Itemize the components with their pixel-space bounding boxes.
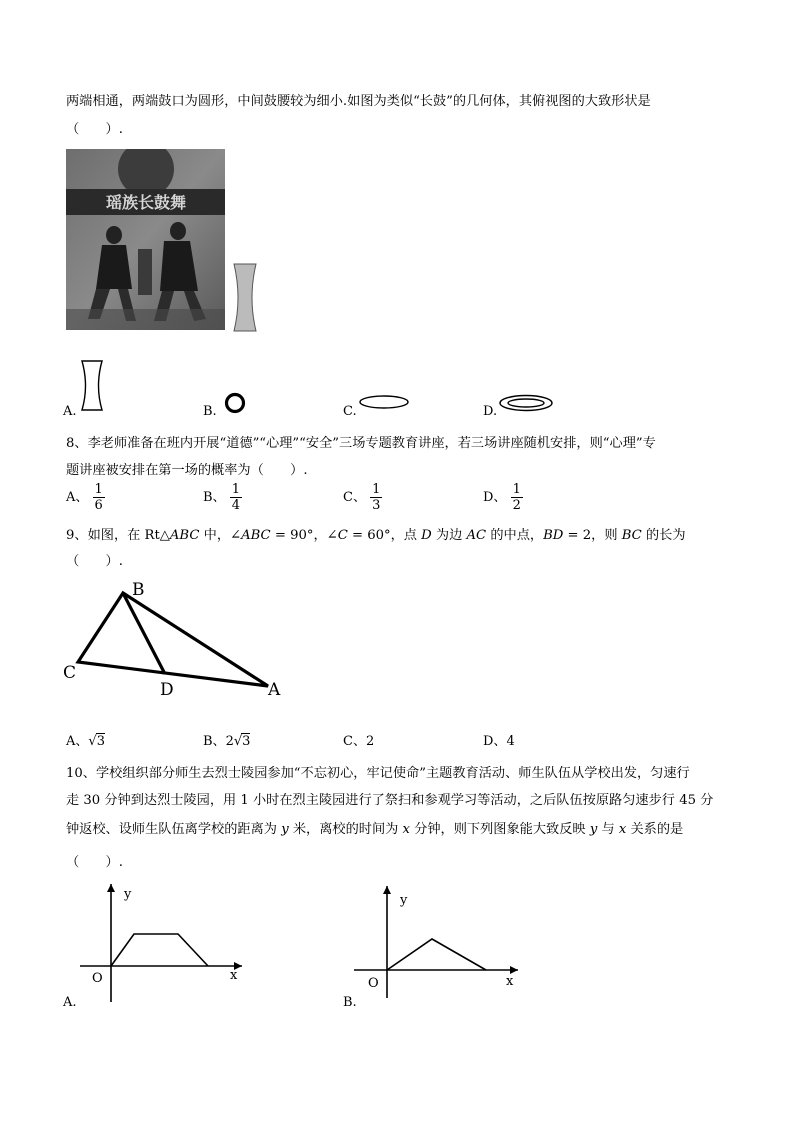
graph-b-x-label: x — [506, 974, 514, 989]
q7-option-a-shape — [80, 360, 104, 412]
q7-option-b-shape — [222, 392, 248, 416]
q8-text-line1: 8、李老师准备在班内开展“道德”“心理”“安全”三场专题教育讲座，若三场讲座随机安排，则“心理”专 — [66, 436, 656, 451]
q7-option-d-label: D. — [483, 404, 498, 419]
q10-text-line3: 钟返校、设师生队伍离学校的距离为 y 米，离校的时间为 x 分钟，则下列图象能大致反映 y 与 x 关系的是 — [66, 822, 684, 837]
q9-option-d: D、4 — [483, 734, 515, 749]
drum-shape-figure — [233, 263, 257, 333]
q10-text-line4: （ ）. — [66, 855, 123, 870]
q8-option-d — [483, 482, 523, 513]
q8-option-a-fraction: $\frac{1}{6}$ — [94, 482, 103, 513]
q10-text-line2: 走 30 分钟到达烈士陵园，用 1 小时在烈主陵园进行了祭扫和参观学习等活动，之后队伍按原路匀速步行 45 分 — [66, 793, 714, 808]
q7-text-line2: （ ）. — [66, 122, 123, 137]
q9-label-b: B — [132, 580, 145, 600]
graph-b-y-label: y — [400, 893, 408, 908]
q10-graph-a — [70, 880, 250, 1005]
q8-option-a-label: A、 — [66, 490, 89, 505]
graph-b-origin: O — [368, 976, 379, 991]
drum-dance-photo — [66, 149, 225, 330]
q9-option-c: C、2 — [343, 734, 375, 749]
q8-option-c-label: C、 — [343, 490, 366, 505]
q9-option-b: B、2√3 — [203, 734, 251, 749]
q9-label-a: A — [268, 680, 281, 700]
q8-option-b-fraction: $\frac{1}{4}$ — [231, 482, 240, 513]
graph-a-y-label: y — [124, 887, 132, 902]
q9-triangle-figure — [60, 575, 290, 700]
q10-graph-a-label: A. — [63, 995, 77, 1010]
graph-a-x-label: x — [230, 968, 238, 983]
q8-option-d-label: D、 — [483, 490, 507, 505]
q10-graph-b — [348, 880, 528, 1005]
q9-label-d: D — [160, 680, 174, 700]
q8-option-a — [66, 482, 105, 513]
q7-option-c-shape — [358, 394, 410, 412]
q8-text-line2: 题讲座被安排在第一场的概率为（ ）. — [66, 463, 308, 478]
q8-option-c — [343, 482, 382, 513]
q8-option-c-fraction: $\frac{1}{3}$ — [372, 482, 381, 513]
svg-text:瑶族长鼓舞: 瑶族长鼓舞 — [105, 193, 187, 212]
q8-option-d-fraction: $\frac{1}{2}$ — [512, 482, 521, 513]
q8-option-b-label: B、 — [203, 490, 226, 505]
q7-option-c-label: C. — [343, 404, 357, 419]
q7-option-b-label: B. — [203, 404, 217, 419]
q9-label-c: C — [63, 663, 77, 683]
q8-option-b — [203, 482, 242, 513]
q10-text-line1: 10、学校组织部分师生去烈士陵园参加“不忘初心，牢记使命”主题教育活动、师生队伍从学校出发，匀速行 — [66, 766, 690, 781]
graph-a-origin: O — [92, 971, 103, 986]
q9-text-line2: （ ）. — [66, 554, 123, 569]
q9-text-line1: 9、如图，在 Rt△ABC 中，∠ABC = 90°，∠C = 60°，点 D 为边 AC 的中点，BD = 2，则 BC 的长为 — [66, 528, 686, 543]
q7-option-a-label: A. — [63, 404, 77, 419]
q9-option-a: A、√3 — [66, 734, 105, 749]
q7-option-d-shape — [498, 394, 554, 414]
q10-graph-b-label: B. — [343, 995, 357, 1010]
q7-text-line1: 两端相通，两端鼓口为圆形，中间鼓腰较为细小.如图为类似“长鼓”的几何体，其俯视图的大致形状是 — [66, 94, 651, 109]
